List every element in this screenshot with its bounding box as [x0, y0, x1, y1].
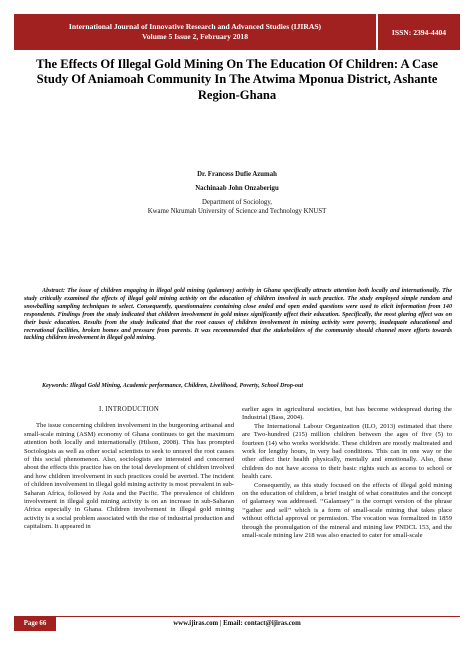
issn-badge: ISSN: 2394-4404	[378, 14, 460, 50]
journal-volume: Volume 5 Issue 2, February 2018	[141, 32, 249, 41]
page-footer	[14, 616, 460, 630]
page-number: Page 66	[14, 617, 56, 631]
author-1: Dr. Francess Dufie Azumah	[197, 171, 277, 178]
right-column	[242, 406, 452, 541]
section-heading: I. INTRODUCTION	[98, 406, 159, 413]
keywords: Keywords: Illegal Gold Mining, Academic performance, Children, Livelihood, Poverty, School Drop-out	[42, 383, 304, 389]
journal-banner	[14, 14, 378, 50]
intro-paragraph-2: earlier ages in agricultural societies, but has become widespread during the Industrial (Bass, 2004).	[242, 406, 452, 422]
journal-name: International Journal of Innovative Research and Advanced Studies (IJIRAS)	[68, 22, 322, 31]
abstract: Abstract: The issue of children engaging in illegal gold mining (galamsey) activity in Ghana specifically attracts attention both locally and internationally. The study critically examined the effects of illegal gold mining activity on the education of children involved in such practice. The study employed simple random and snowballing sampling techniques to select. Consequently, questionnaires containing close ended and open ended questions were used to elicit information from 140 respondents. Findings from the study indicated that children involvement in gold mines significantly affect their education. Specifically, the most glaring effect was on their basic education. Results from the study indicated that the root causes of children involvement in mining activity were poverty, inadequate educational and recreational facilities, broken homes and pressure from parents. It was recommended that the stakeholders of the community should channel more efforts towards tackling children involvement in illegal gold mining.	[24, 288, 452, 342]
journal-header	[14, 14, 460, 50]
intro-paragraph-1: The issue concerning children involvement in the burgeoning artisanal and small-scale mining (ASM) economy of Ghana continues to get the maximum attention both locally and internationally (Hilson, 2008). This has prompted Sociologists as well as other social scientists to seek to unravel the root causes of this social phenomenon. Also, sociologists are interested and concerned about the effects this practice has on the total development of children involved and how children involvement in such practices could be averted. The incident of children involvement in illegal gold mining activity is most prevalent in sub-Saharan Africa, followed by Asia and the Pacific. The prevalence of children involvement in illegal gold mining activity is on an increase in sub-Saharan Africa especially in Ghana. Children involvement in illegal gold mining activity is a social problem associated with the rise of industrial production and capitalism. It appeared in	[24, 422, 234, 531]
affiliation-university: Kwame Nkrumah University of Science and Technology KNUST	[147, 208, 327, 215]
affiliation-department: Department of Sociology,	[202, 199, 272, 206]
intro-paragraph-3: The International Labour Organization (ILO, 2013) estimated that there are Two-hundred (215) million children between the ages of five (5) to fourteen (14) who works worldwide. These children are mostly maltreated and work for lengthy hours, in very bad conditions. This can in one way or the other affect their health physically, mentally and emotionally. Also, these children do not have access to their basic rights such as access to school or health care.	[242, 422, 452, 481]
intro-paragraph-4: Consequently, as this study focused on the effects of illegal gold mining on the education of children, a brief insight of what constitutes and the concept of galamsey was addressed. ‘‘Galamsey’’ is the corrupt version of the phrase ‘‘gather and sell’’ which is a form of small-scale mining that takes place without official approval or permission. The vocation was formalized in 1859 through the promulgation of the mineral and mining law PNDCL 153, and the small-scale mining law 218 was also enacted to cater for small-scale	[242, 481, 452, 540]
author-2: Nachinaab John Onzaberigu	[195, 185, 279, 192]
paper-title: The Effects Of Illegal Gold Mining On The Education Of Children: A Case Study Of Aniamoah Community In The Atwima Mponua District, Ashante Region-Ghana	[36, 57, 438, 102]
left-column	[24, 406, 234, 532]
footer-contact: www.ijiras.com | Email: contact@ijiras.com	[173, 620, 301, 627]
